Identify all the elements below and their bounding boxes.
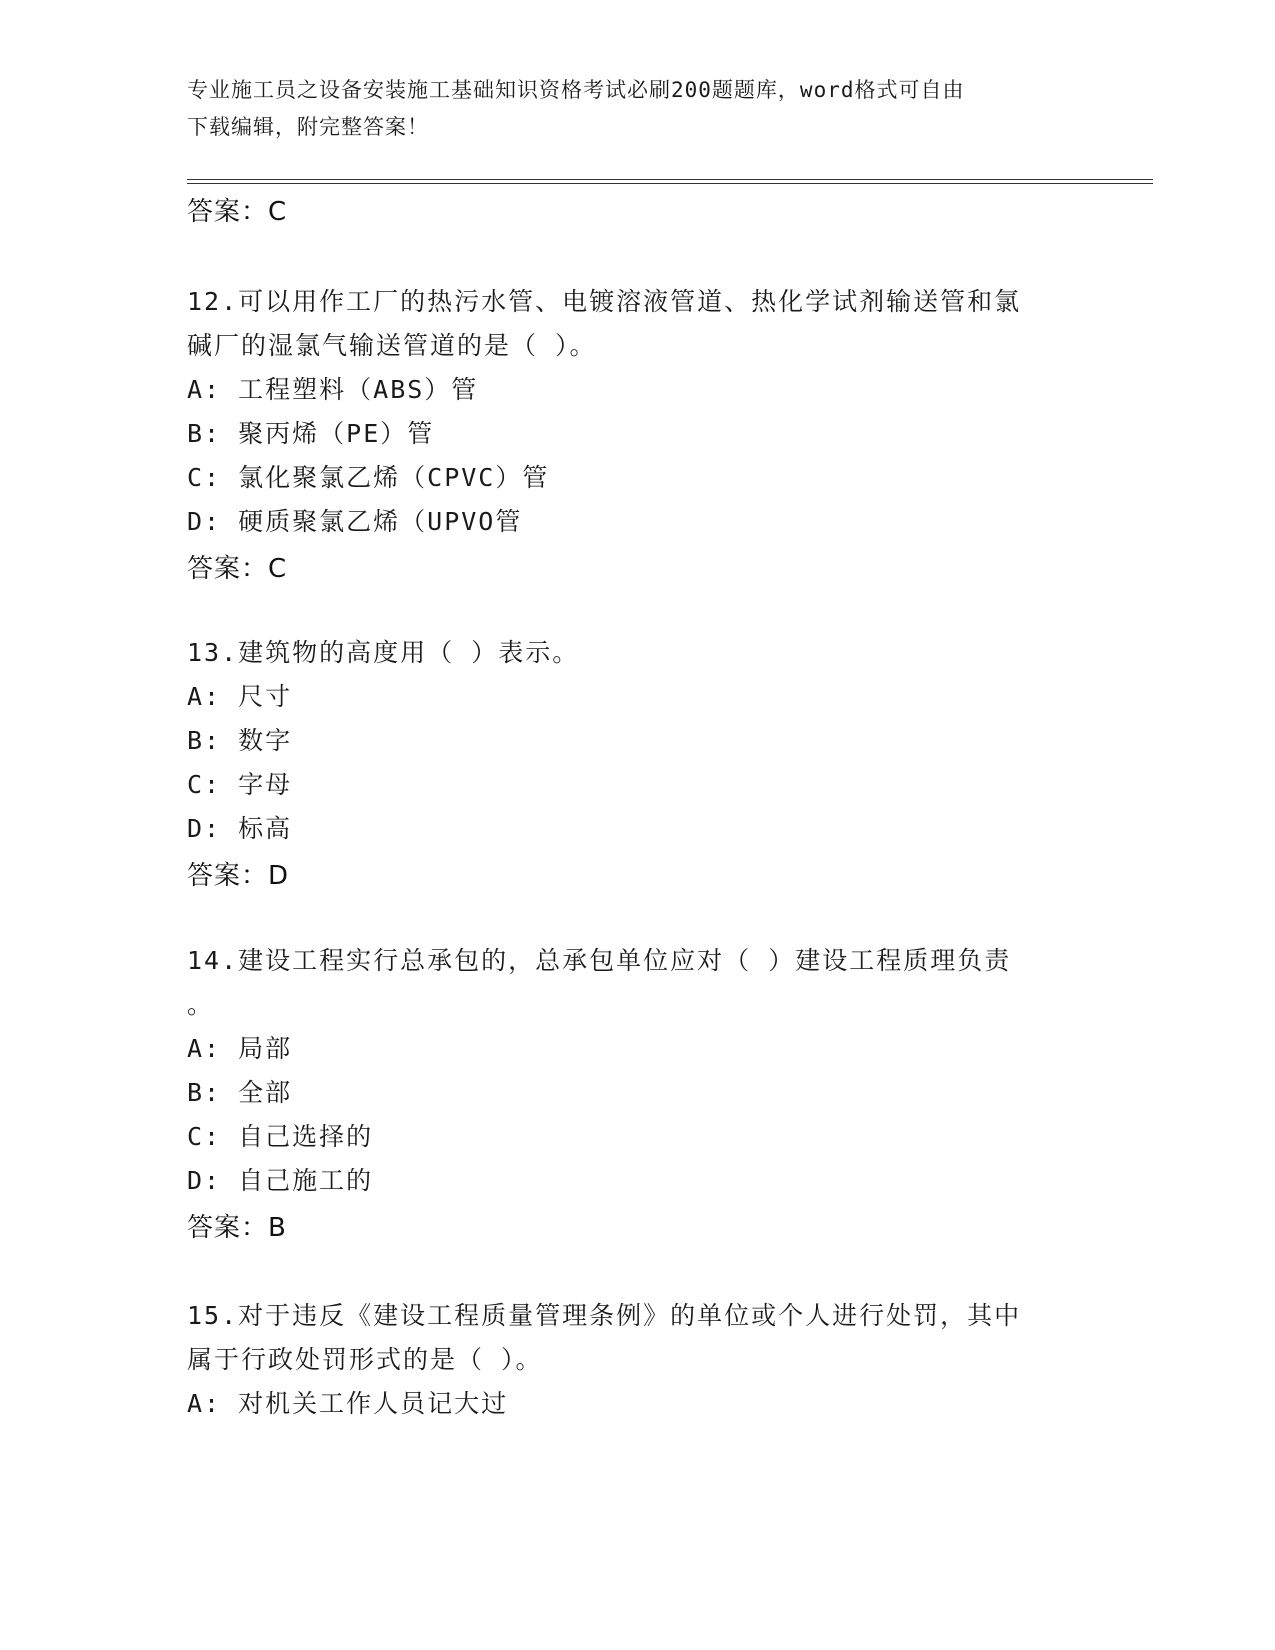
question-14-option-a: A: 局部: [187, 1034, 293, 1063]
header-divider-top: [187, 179, 1153, 180]
previous-question-answer: 答案：C: [187, 197, 288, 227]
question-12-stem-line-1: 12.可以用作工厂的热污水管、电镀溶液管道、热化学试剂输送管和氯: [187, 287, 1022, 316]
question-15-option-a: A: 对机关工作人员记大过: [187, 1389, 509, 1418]
question-15-stem-line-2: 属于行政处罚形式的是（ ）。: [187, 1345, 543, 1374]
question-14-stem-line-2: 。: [187, 990, 215, 1019]
question-14-option-d: D: 自己施工的: [187, 1166, 374, 1195]
question-12-option-d: D: 硬质聚氯乙烯（UPVO管: [187, 507, 523, 536]
question-13-answer: 答案：D: [187, 861, 290, 891]
question-12-option-b: B: 聚丙烯（PE）管: [187, 419, 435, 448]
question-14-stem-line-1: 14.建设工程实行总承包的，总承包单位应对（ ）建设工程质理负责: [187, 946, 1012, 975]
question-12-answer: 答案：C: [187, 554, 288, 584]
header-line-1: 专业施工员之设备安装施工基础知识资格考试必刷200题题库，word格式可自由: [187, 78, 965, 102]
question-14-answer: 答案：B: [187, 1213, 287, 1243]
question-13-option-d: D: 标高: [187, 814, 293, 843]
question-12-option-c: C: 氯化聚氯乙烯（CPVC）管: [187, 463, 550, 492]
document-header: [187, 72, 1067, 146]
header-line-2: 下载编辑，附完整答案！: [187, 115, 429, 139]
question-12-option-a: A: 工程塑料（ABS）管: [187, 375, 479, 404]
question-13-option-b: B: 数字: [187, 726, 293, 755]
question-13-option-a: A: 尺寸: [187, 682, 293, 711]
question-13-stem-line-1: 13.建筑物的高度用（ ）表示。: [187, 638, 580, 667]
question-14-option-b: B: 全部: [187, 1078, 293, 1107]
question-15-stem-line-1: 15.对于违反《建设工程质量管理条例》的单位或个人进行处罚，其中: [187, 1301, 1022, 1330]
question-13-option-c: C: 字母: [187, 770, 293, 799]
question-14-option-c: C: 自己选择的: [187, 1122, 374, 1151]
question-12-stem-line-2: 碱厂的湿氯气输送管道的是（ ）。: [187, 331, 597, 360]
header-divider-bottom: [187, 183, 1153, 184]
